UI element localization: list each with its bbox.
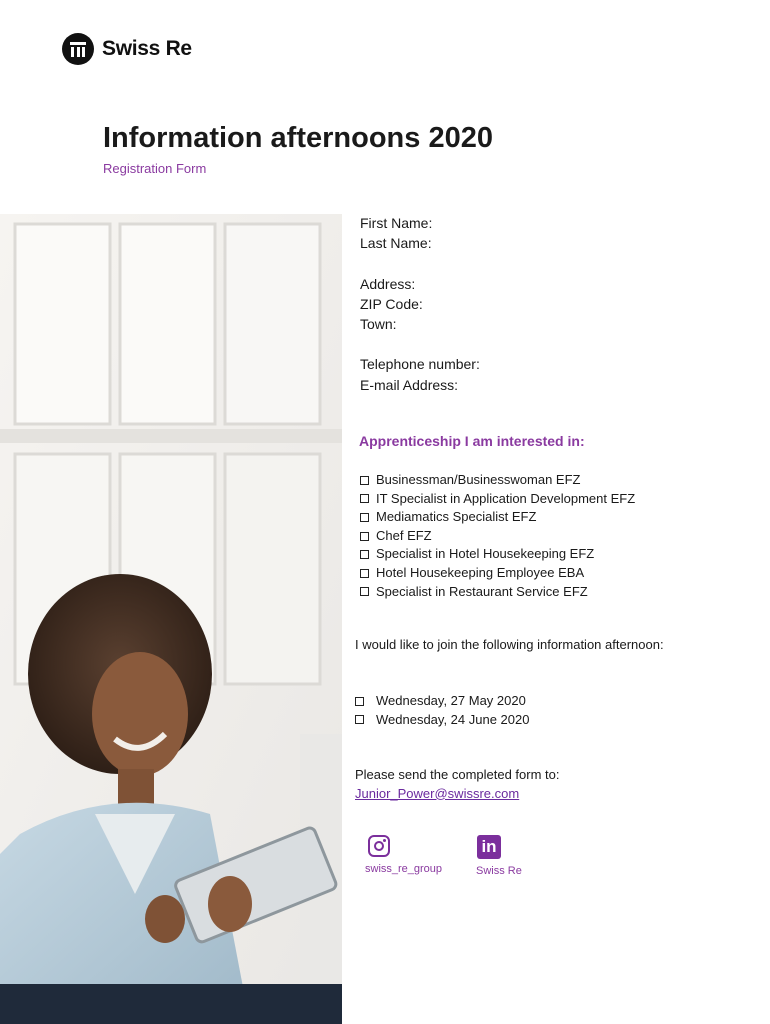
last-name-label: Last Name: (360, 235, 432, 252)
first-name-label: First Name: (360, 215, 433, 231)
town-label: Town: (360, 316, 397, 333)
send-instructions (355, 766, 560, 803)
date-option[interactable] (355, 692, 529, 711)
apprenticeship-option[interactable] (360, 490, 635, 509)
option-label: IT Specialist in Application Development EFZ (376, 490, 636, 506)
checkbox[interactable] (360, 532, 369, 541)
checkbox[interactable] (360, 494, 369, 503)
hero-photo (0, 214, 342, 1024)
apprenticeship-options (360, 471, 635, 601)
afternoon-prompt: I would like to join the following information afternoon: (355, 637, 664, 652)
page-subtitle: Registration Form (103, 161, 207, 176)
apprenticeship-option[interactable] (360, 564, 635, 583)
instagram-handle: swiss_re_group (365, 863, 443, 875)
afternoon-dates (355, 692, 529, 729)
swiss-re-logo-icon (62, 33, 94, 65)
checkbox[interactable] (360, 587, 369, 596)
option-label: Specialist in Restaurant Service EFZ (376, 583, 588, 599)
brand-name: Swiss Re (102, 37, 192, 60)
address-label: Address: (360, 275, 416, 292)
checkbox[interactable] (360, 569, 369, 578)
instagram-link[interactable] (365, 835, 442, 875)
option-label: Mediamatics Specialist EFZ (376, 509, 537, 525)
option-label: Specialist in Hotel Housekeeping EFZ (376, 546, 595, 562)
apprenticeship-option[interactable] (360, 527, 635, 546)
contact-fields (360, 213, 480, 395)
date-option[interactable] (355, 711, 529, 730)
apprenticeship-option[interactable] (360, 471, 635, 490)
instagram-icon[interactable] (368, 835, 390, 857)
checkbox[interactable] (355, 697, 364, 706)
swiss-re-logo (62, 33, 192, 65)
option-label: Hotel Housekeeping Employee EBA (376, 564, 585, 580)
option-label: Businessman/Businesswoman EFZ (376, 472, 581, 487)
apprenticeship-option[interactable] (360, 508, 635, 527)
send-text: Please send the completed form to: (355, 767, 560, 782)
apprenticeship-option[interactable] (360, 545, 635, 564)
apprenticeship-heading: Apprenticeship I am interested in: (359, 433, 585, 449)
telephone-label: Telephone number: (360, 356, 480, 373)
linkedin-icon[interactable]: in (477, 835, 501, 859)
page-title: Information afternoons 2020 (103, 122, 493, 154)
email-label: E-mail Address: (360, 376, 459, 393)
contact-email-link[interactable]: Junior_Power@swissre.com (355, 785, 520, 801)
checkbox[interactable] (360, 513, 369, 522)
linkedin-link[interactable] (476, 835, 522, 877)
date-label: Wednesday, 24 June 2020 (376, 711, 530, 727)
date-label: Wednesday, 27 May 2020 (376, 693, 526, 708)
apprenticeship-option[interactable] (360, 583, 635, 602)
checkbox[interactable] (360, 550, 369, 559)
zip-code-label: ZIP Code: (360, 295, 423, 312)
option-label: Chef EFZ (376, 527, 432, 543)
linkedin-handle: Swiss Re (476, 865, 522, 877)
checkbox[interactable] (355, 715, 364, 724)
checkbox[interactable] (360, 476, 369, 485)
